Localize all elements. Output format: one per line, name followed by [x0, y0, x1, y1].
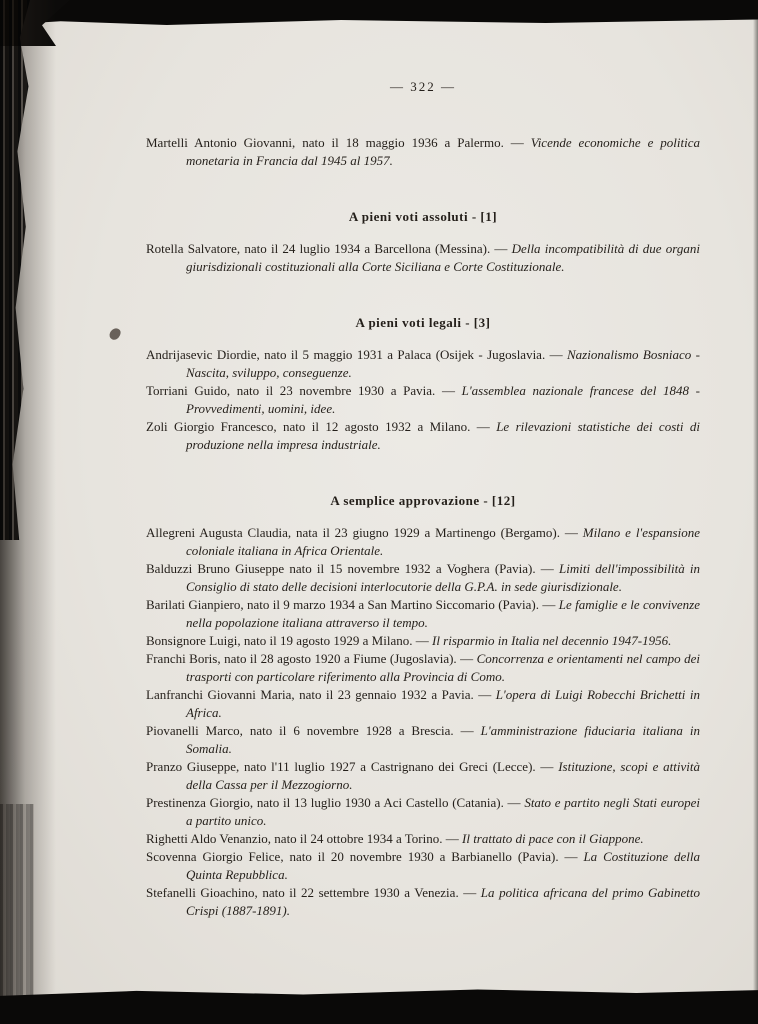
ink-smudge: [108, 326, 122, 341]
scan-artifact-bottom-band: [0, 988, 758, 1024]
graduate-entry: [146, 596, 700, 632]
thesis-title: Istituzione, scopi e attività della Cassa per il Mezzogiorno.: [186, 759, 700, 792]
graduate-entry: [146, 686, 700, 722]
graduate-entry: [146, 830, 700, 848]
entry-roman-text: Barilati Gianpiero, nato il 9 marzo 1934 a San Martino Siccomario (Pavia). —: [146, 597, 559, 612]
document-body: [146, 134, 700, 920]
graduate-entry: [146, 848, 700, 884]
scan-artifact-top-band: [0, 0, 758, 25]
graduate-entry: [146, 560, 700, 596]
thesis-title: La politica africana del primo Gabinetto Crispi (1887-1891).: [186, 885, 700, 918]
thesis-title: L'amministrazione fiduciaria italiana in Somalia.: [186, 723, 700, 756]
thesis-title: Limiti dell'impossibilità in Consiglio di stato delle decisioni interlocutorie della G.P.A. in sede giurisdizionale.: [186, 561, 700, 594]
entry-roman-text: Piovanelli Marco, nato il 6 novembre 1928 a Brescia. —: [146, 723, 481, 738]
graduate-entry: [146, 418, 700, 454]
thesis-title: L'assemblea nazionale francese del 1848 - Provvedimenti, uomini, idee.: [186, 383, 700, 416]
entry-roman-text: Allegreni Augusta Claudia, nata il 23 giugno 1929 a Martinengo (Bergamo). —: [146, 525, 583, 540]
graduate-entry: [146, 884, 700, 920]
graduate-entry: [146, 240, 700, 276]
page-content: [146, 78, 700, 920]
entry-roman-text: Prestinenza Giorgio, nato il 13 luglio 1930 a Aci Castello (Catania). —: [146, 795, 525, 810]
thesis-title: Il trattato di pace con il Giappone.: [462, 831, 644, 846]
entry-roman-text: Pranzo Giuseppe, nato l'11 luglio 1927 a Castrignano dei Greci (Lecce). —: [146, 759, 559, 774]
scan-artifact-binding-bottom: [0, 804, 34, 1024]
graduate-entry: [146, 524, 700, 560]
entry-roman-text: Torriani Guido, nato il 23 novembre 1930 a Pavia. —: [146, 383, 462, 398]
scan-artifact-right-edge: [753, 0, 758, 1024]
entry-roman-text: Lanfranchi Giovanni Maria, nato il 23 gennaio 1932 a Pavia. —: [146, 687, 496, 702]
thesis-title: Concorrenza e orientamenti nel campo dei trasporti con particolare riferimento alla Provincia di Como.: [186, 651, 700, 684]
entry-roman-text: Stefanelli Gioachino, nato il 22 settembre 1930 a Venezia. —: [146, 885, 481, 900]
graduate-entry: [146, 346, 700, 382]
entry-roman-text: Righetti Aldo Venanzio, nato il 24 ottobre 1934 a Torino. —: [146, 831, 462, 846]
graduate-entry: [146, 382, 700, 418]
thesis-title: Le famiglie e le convivenze nella popolazione italiana attraverso il tempo.: [186, 597, 701, 630]
thesis-title: Le rilevazioni statistiche dei costi di produzione nella impresa industriale.: [186, 419, 700, 452]
entry-roman-text: Martelli Antonio Giovanni, nato il 18 maggio 1936 a Palermo. —: [146, 135, 531, 150]
section-heading: A semplice approvazione - [12]: [330, 493, 516, 508]
graduate-entry: [146, 722, 700, 758]
entry-roman-text: Andrijasevic Diordie, nato il 5 maggio 1931 a Palaca (Osijek - Jugoslavia. —: [146, 347, 567, 362]
thesis-title: Stato e partito negli Stati europei a partito unico.: [186, 795, 700, 828]
entry-roman-text: Scovenna Giorgio Felice, nato il 20 novembre 1930 a Barbianello (Pavia). —: [146, 849, 584, 864]
entry-roman-text: Rotella Salvatore, nato il 24 luglio 1934 a Barcellona (Messina). —: [146, 241, 512, 256]
entry-roman-text: Bonsignore Luigi, nato il 19 agosto 1929 a Milano. —: [146, 633, 432, 648]
graduate-entry: [146, 758, 700, 794]
graduate-entry: [146, 632, 700, 650]
graduate-entry: [146, 134, 700, 170]
entry-roman-text: Zoli Giorgio Francesco, nato il 12 agosto 1932 a Milano. —: [146, 419, 497, 434]
thesis-title: La Costituzione della Quinta Repubblica.: [186, 849, 700, 882]
thesis-title: Della incompatibilità di due organi giurisdizionali costituzionali alla Corte Siciliana e Corte Costituzionale.: [186, 241, 700, 274]
thesis-title: Il risparmio in Italia nel decennio 1947-1956.: [431, 633, 672, 648]
entry-roman-text: Franchi Boris, nato il 28 agosto 1920 a Fiume (Jugoslavia). —: [146, 651, 477, 666]
section-heading: A pieni voti assoluti - [1]: [348, 209, 498, 224]
section-heading: A pieni voti legali - [3]: [355, 315, 491, 330]
page-number: — 322 —: [390, 79, 456, 94]
thesis-title: Vicende economiche e politica monetaria in Francia dal 1945 al 1957.: [186, 135, 701, 168]
thesis-title: L'opera di Luigi Robecchi Brichetti in Africa.: [186, 687, 700, 720]
thesis-title: Milano e l'espansione coloniale italiana in Africa Orientale.: [186, 525, 700, 558]
graduate-entry: [146, 650, 700, 686]
thesis-title: Nazionalismo Bosniaco - Nascita, sviluppo, conseguenze.: [186, 347, 700, 380]
graduate-entry: [146, 794, 700, 830]
entry-roman-text: Balduzzi Bruno Giuseppe nato il 15 novembre 1932 a Voghera (Pavia). —: [146, 561, 559, 576]
